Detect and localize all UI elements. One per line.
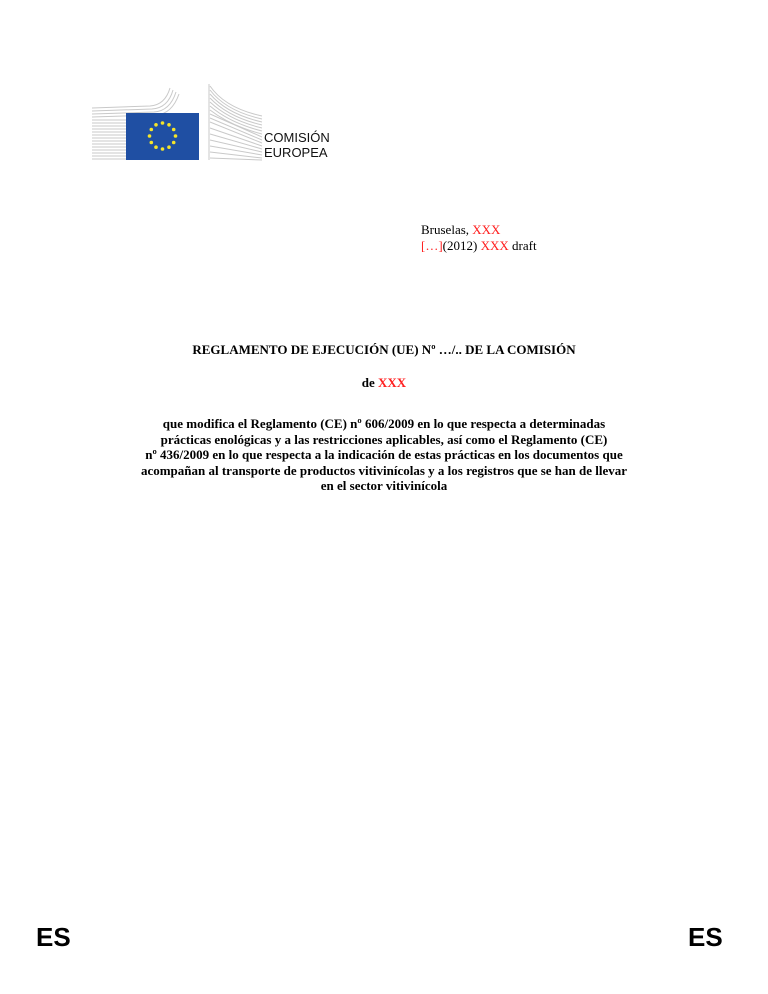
document-reference-line: [421, 238, 537, 254]
organization-name: [264, 130, 330, 160]
date-placeholder: XXX: [378, 375, 407, 390]
doc-prefix: […]: [421, 238, 443, 253]
doc-suffix: draft: [508, 238, 537, 253]
document-title: REGLAMENTO DE EJECUCIÓN (UE) Nº …/.. DE LA COMISIÓN: [192, 342, 576, 357]
document-date: [0, 375, 768, 391]
place-placeholder: XXX: [472, 222, 501, 237]
doc-year: (2012): [442, 238, 481, 253]
place-date-line: [421, 222, 537, 238]
subject-line: nº 436/2009 en lo que respecta a la indicación de estas prácticas en los documentos que: [145, 447, 623, 462]
subject-line: acompañan al transporte de productos vitivinícolas y a los registros que se han de llevar: [140, 462, 628, 478]
subject-line: prácticas enológicas y a las restricciones aplicables, así como el Reglamento (CE): [160, 431, 608, 447]
language-code-left: ES: [36, 922, 71, 952]
doc-placeholder: XXX: [480, 238, 509, 253]
subject-line: en el sector vitivinícola: [320, 478, 448, 493]
european-commission-logo-icon: [90, 78, 265, 164]
reference-block: [421, 222, 537, 254]
document-subject: [60, 416, 708, 494]
subject-line: que modifica el Reglamento (CE) nº 606/2009 en lo que respecta a determinadas: [162, 416, 606, 431]
language-code-right: ES: [688, 922, 723, 952]
organization-name-line1: COMISIÓN: [264, 130, 330, 145]
date-prefix: de: [361, 375, 379, 390]
place-label: Bruselas,: [421, 222, 473, 237]
organization-name-line2: EUROPEA: [264, 145, 328, 160]
